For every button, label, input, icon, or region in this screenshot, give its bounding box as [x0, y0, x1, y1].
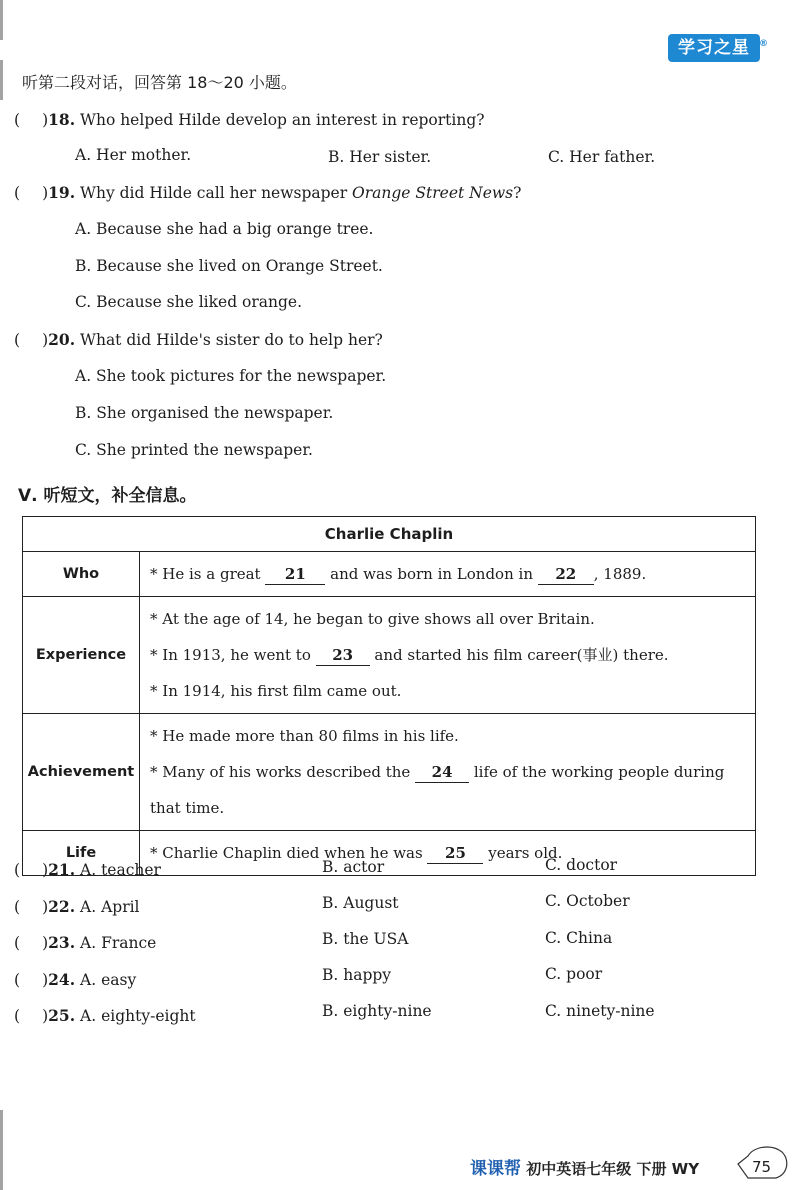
row-content-achievement	[140, 714, 756, 831]
question-number: 24.	[48, 970, 76, 989]
answer-paren-open[interactable]: (	[14, 934, 21, 952]
experience-line: * In 1914, his first film came out.	[150, 682, 402, 700]
option-b[interactable]: B. the USA	[322, 930, 409, 948]
option-c[interactable]: C. doctor	[545, 856, 618, 874]
text-segment: and started his film career(事业) there.	[369, 646, 669, 664]
option-b[interactable]: B. August	[322, 894, 399, 912]
answer-paren-open[interactable]: (	[14, 331, 21, 349]
row-content-who	[140, 552, 756, 597]
option-c[interactable]: C. October	[545, 892, 630, 910]
question-mark: ?	[513, 184, 522, 202]
option-b[interactable]: B. actor	[322, 858, 385, 876]
answer-paren-close: )	[42, 111, 49, 129]
answer-paren-open[interactable]: (	[14, 111, 21, 129]
question-number: 23.	[48, 933, 76, 952]
binding-edge-mark	[0, 1150, 17, 1190]
answer-paren-open[interactable]: (	[14, 184, 21, 202]
blank-21[interactable]: 21	[265, 564, 325, 585]
blank-22[interactable]: 22	[538, 564, 594, 585]
text-segment: * He is a great	[150, 565, 266, 583]
option-a[interactable]: A. April	[80, 898, 140, 916]
question-number: 19.	[48, 183, 76, 202]
option-c[interactable]: C. Her father.	[548, 148, 656, 166]
answer-paren-open[interactable]: (	[14, 861, 21, 879]
option-a[interactable]: A. Because she had a big orange tree.	[75, 220, 374, 238]
answer-paren-open[interactable]: (	[14, 1007, 21, 1025]
binding-edge-mark	[0, 60, 17, 100]
question-number: 25.	[48, 1006, 76, 1025]
option-c[interactable]: C. poor	[545, 965, 603, 983]
row-label-experience: Experience	[23, 597, 140, 714]
question-number: 18.	[48, 110, 76, 129]
brand-logo	[668, 34, 769, 62]
answer-paren-close: )	[42, 331, 49, 349]
text-segment: , 1889.	[593, 565, 647, 583]
question-text: What did Hilde's sister do to help her?	[80, 331, 383, 349]
option-a[interactable]: A. Her mother.	[75, 146, 192, 164]
question-number: 20.	[48, 330, 76, 349]
question-19	[14, 183, 521, 202]
registered-mark: ®	[759, 39, 769, 49]
binding-edge-mark	[0, 0, 17, 40]
newspaper-title: Orange Street News	[352, 184, 514, 202]
answer-paren-close: )	[42, 184, 49, 202]
text-segment: * Charlie Chaplin died when he was	[150, 844, 428, 862]
option-c[interactable]: C. ninety-nine	[545, 1002, 655, 1020]
text-segment: * In 1913, he went to	[150, 646, 316, 664]
answer-paren-close: )	[42, 971, 49, 989]
logo-text: 学习之星	[678, 38, 750, 58]
option-a[interactable]: A. She took pictures for the newspaper.	[75, 367, 387, 385]
option-b[interactable]: B. Her sister.	[328, 148, 432, 166]
question-text: Why did Hilde call her newspaper	[80, 184, 353, 202]
text-segment: * Many of his works described the	[150, 763, 416, 781]
blank-25[interactable]: 25	[427, 843, 483, 864]
answer-paren-close: )	[42, 1007, 49, 1025]
option-c[interactable]: C. China	[545, 929, 613, 947]
part-intro: 听第二段对话，回答第 18～20 小题。	[22, 73, 297, 92]
answer-paren-open[interactable]: (	[14, 898, 21, 916]
text-segment: and was born in London in	[325, 565, 538, 583]
option-a[interactable]: A. teacher	[80, 861, 161, 879]
answer-paren-open[interactable]: (	[14, 971, 21, 989]
question-18	[14, 110, 485, 129]
question-text: Who helped Hilde develop an interest in reporting?	[80, 111, 485, 129]
option-b[interactable]: B. eighty-nine	[322, 1002, 432, 1020]
row-content-life	[140, 831, 756, 876]
footer-brand	[470, 1154, 699, 1179]
text-segment: years old.	[483, 844, 563, 862]
achievement-line: that time.	[150, 799, 225, 817]
option-c[interactable]: C. She printed the newspaper.	[75, 441, 313, 459]
text-segment: life of the working people during	[469, 763, 725, 781]
question-number: 22.	[48, 897, 76, 916]
table-title: Charlie Chaplin	[23, 517, 756, 552]
answer-paren-close: )	[42, 898, 49, 916]
blank-24[interactable]: 24	[415, 762, 469, 783]
brand-name: 课课帮	[470, 1159, 521, 1179]
binding-edge-mark	[0, 1110, 17, 1150]
row-label-achievement: Achievement	[23, 714, 140, 831]
option-b[interactable]: B. Because she lived on Orange Street.	[75, 257, 383, 275]
option-b[interactable]: B. She organised the newspaper.	[75, 404, 334, 422]
option-a[interactable]: A. eighty-eight	[80, 1007, 196, 1025]
row-content-experience	[140, 597, 756, 714]
page-number: 75	[752, 1158, 772, 1176]
book-subtitle: 初中英语七年级 下册 WY	[526, 1160, 700, 1178]
option-c[interactable]: C. Because she liked orange.	[75, 293, 303, 311]
option-b[interactable]: B. happy	[322, 966, 392, 984]
info-table	[22, 516, 756, 876]
row-label-life: Life	[23, 831, 140, 876]
blank-23[interactable]: 23	[316, 645, 370, 666]
answer-paren-close: )	[42, 861, 49, 879]
question-20	[14, 330, 383, 349]
answer-paren-close: )	[42, 934, 49, 952]
option-a[interactable]: A. France	[80, 934, 157, 952]
option-a[interactable]: A. easy	[80, 971, 137, 989]
question-number: 21.	[48, 860, 76, 879]
row-label-who: Who	[23, 552, 140, 597]
achievement-line: * He made more than 80 films in his life.	[150, 727, 459, 745]
experience-line: * At the age of 14, he began to give shows all over Britain.	[150, 610, 595, 628]
section-heading: Ⅴ. 听短文，补全信息。	[18, 486, 197, 506]
